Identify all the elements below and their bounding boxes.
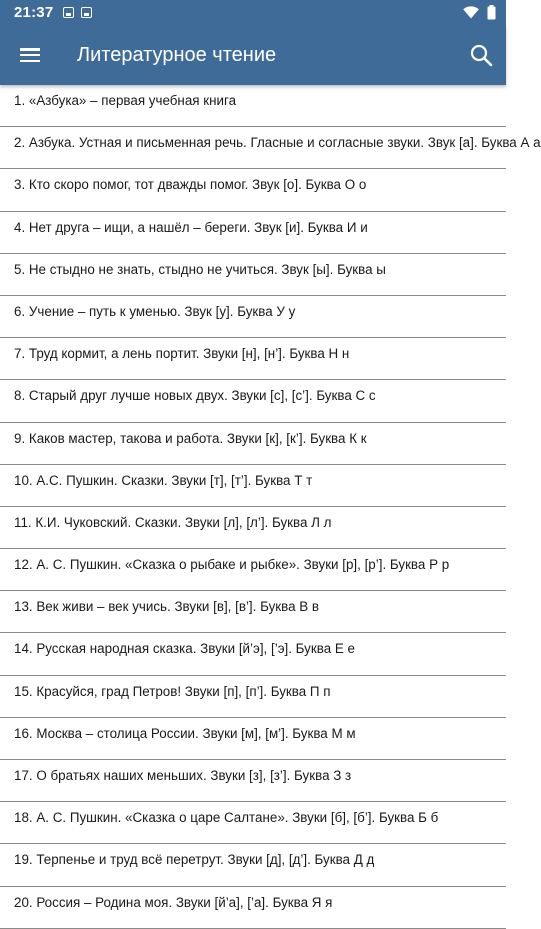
list-item-label: 17. О братьях наших меньших. Звуки [з], [з’]. Буква З з (14, 768, 352, 783)
hamburger-menu-icon[interactable] (0, 25, 60, 85)
list-item-label: 19. Терпенье и труд всё перетрут. Звуки [д], [д’]. Буква Д д (14, 852, 375, 868)
list-item[interactable] (0, 380, 506, 422)
list-item[interactable] (0, 802, 506, 844)
list-item-label: 13. Век живи – век учись. Звуки [в], [в’]. Буква В в (14, 599, 320, 615)
list-item-label: 20. Россия – Родина моя. Звуки [й’а], [’а]. Буква Я я (14, 894, 333, 910)
list-item-label: 2. Азбука. Устная и письменная речь. Гласные и согласные звуки. Звук [а]. Буква А а (14, 135, 541, 151)
list-item-label: 18. А. С. Пушкин. «Сказка о царе Салтане». Звуки [б], [б’]. Буква Б б (14, 810, 439, 826)
list-item-label: 8. Старый друг лучше новых двух. Звуки [с], [с’]. Буква С с (14, 388, 376, 404)
status-icons (463, 5, 496, 20)
list-item[interactable] (0, 676, 506, 718)
list-item-label: 1. «Азбука» – первая учебная книга (14, 93, 237, 108)
status-bar (0, 0, 506, 25)
status-notifications (63, 7, 92, 18)
list-item[interactable] (0, 169, 506, 211)
list-item[interactable] (0, 633, 506, 675)
list-item-label: 14. Русская народная сказка. Звуки [й’э], [’э]. Буква Е е (14, 641, 355, 657)
list-item-label: 12. А. С. Пушкин. «Сказка о рыбаке и рыбке». Звуки [р], [р’]. Буква Р р (14, 557, 450, 573)
list-item[interactable] (0, 423, 506, 465)
list-item[interactable] (0, 85, 506, 127)
list-item[interactable] (0, 254, 506, 296)
list-item-label: 6. Учение – путь к уменью. Звук [у]. Буква У у (14, 303, 296, 319)
list-item[interactable] (0, 127, 541, 169)
wifi-icon (463, 6, 479, 19)
list-item-label: 9. Каков мастер, такова и работа. Звуки [к], [к’]. Буква К к (14, 430, 367, 446)
status-time: 21:37 (14, 4, 54, 21)
list-item[interactable] (0, 549, 506, 591)
list-item[interactable] (0, 844, 506, 886)
list-item-label: 3. Кто скоро помог, тот дважды помог. Звук [о]. Буква О о (14, 177, 367, 193)
list-item-label: 5. Не стыдно не знать, стыдно не учиться. Звук [ы]. Буква ы (14, 261, 386, 277)
list-item[interactable] (0, 591, 506, 633)
list-item-label: 11. К.И. Чуковский. Сказки. Звуки [л], [л’]. Буква Л л (14, 514, 332, 530)
list-item-label: 7. Труд кормит, а лень портит. Звуки [н], [н’]. Буква Н н (14, 346, 350, 362)
list-item[interactable] (0, 465, 506, 507)
image-notification-icon (81, 7, 92, 18)
image-notification-icon (63, 7, 74, 18)
battery-icon (487, 5, 496, 20)
list-item[interactable] (0, 296, 506, 338)
page-title: Литературное чтение (77, 43, 277, 66)
list-item[interactable] (0, 507, 506, 549)
list-item-label: 10. А.С. Пушкин. Сказки. Звуки [т], [т’]. Буква Т т (14, 472, 313, 488)
list-item[interactable] (0, 718, 506, 760)
list-item[interactable] (0, 887, 506, 929)
app-bar (0, 25, 506, 85)
list-item[interactable] (0, 338, 506, 380)
list-item-label: 16. Москва – столица России. Звуки [м], [м’]. Буква М м (14, 725, 356, 741)
list-item-label: 15. Красуйся, град Петров! Звуки [п], [п’]. Буква П п (14, 683, 331, 699)
search-icon[interactable] (456, 25, 506, 85)
lesson-list[interactable] (0, 85, 541, 910)
list-item-label: 4. Нет друга – ищи, а нашёл – береги. Звук [и]. Буква И и (14, 219, 368, 235)
list-item[interactable] (0, 760, 506, 802)
list-item[interactable] (0, 212, 506, 254)
